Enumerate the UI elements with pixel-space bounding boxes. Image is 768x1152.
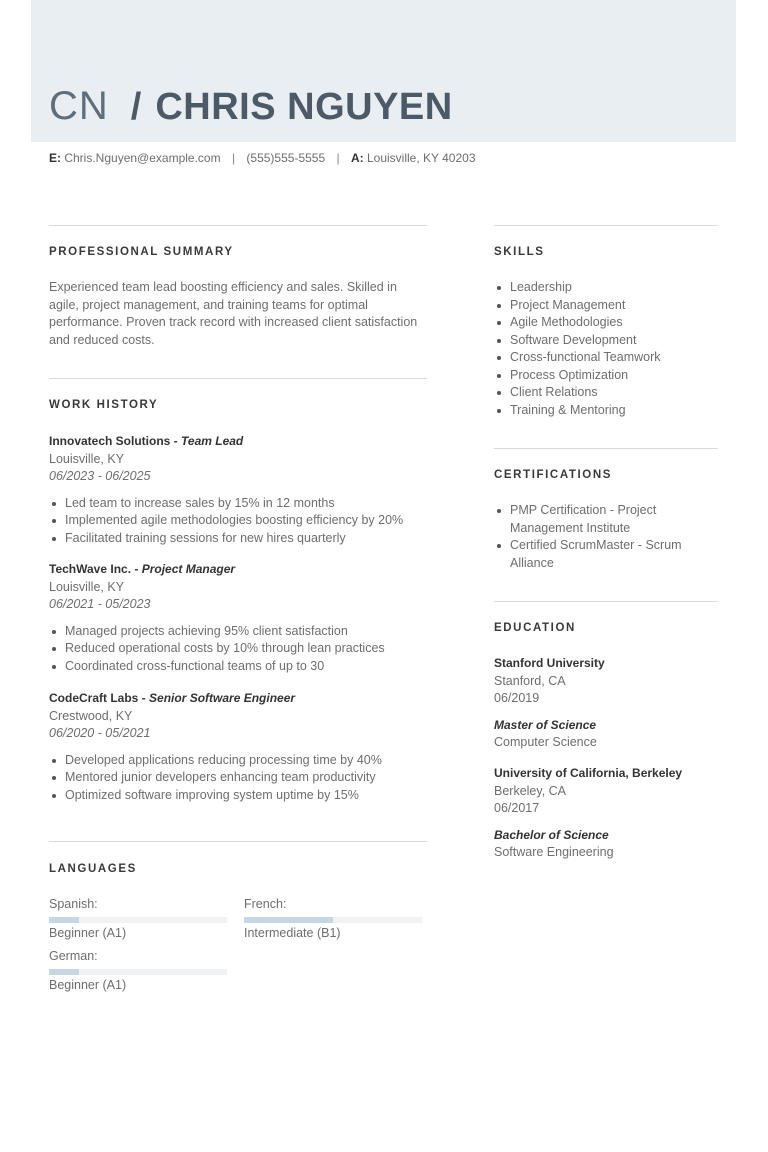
language-bar-fill: [244, 917, 333, 923]
job-location: Louisville, KY: [49, 579, 125, 594]
summary-text: Experienced team lead boosting efficiency and sales. Skilled in agile, project management, and training teams for optimal performance. Proven track record with increased client satisfaction and reduced costs.: [49, 280, 418, 347]
job-heading: [49, 561, 429, 579]
skill-item: Leadership: [494, 279, 719, 297]
certification-item: PMP Certification - Project Management Institute: [494, 502, 684, 537]
certifications-list: [494, 502, 684, 572]
skill-item: Process Optimization: [494, 367, 719, 385]
address: Louisville, KY 40203: [366, 151, 476, 165]
skill-item: Training & Mentoring: [494, 402, 719, 420]
job-dates: 06/2023 - 06/2025: [49, 469, 151, 483]
graduation-date: 06/2017: [494, 801, 540, 815]
field-of-study: Computer Science: [494, 735, 597, 749]
email: Chris.Nguyen@example.com: [64, 151, 221, 165]
job-bullet: Facilitated training sessions for new hires quarterly: [49, 530, 429, 548]
language-level: Intermediate (B1): [244, 925, 341, 940]
job-dash: -: [138, 691, 150, 705]
school-name: University of California, Berkeley: [494, 766, 683, 780]
job-bullets: [49, 752, 429, 805]
skills-title: SKILLS: [494, 246, 545, 258]
language-bar-fill: [49, 917, 79, 923]
job-dash: -: [170, 434, 182, 448]
certifications-title: CERTIFICATIONS: [494, 469, 613, 481]
language-item: [244, 896, 422, 942]
phone: (555)555-5555: [246, 151, 326, 165]
job-location: Louisville, KY: [49, 451, 125, 466]
job-entry: [49, 690, 429, 804]
language-bar-track: [49, 969, 227, 975]
section-divider: [494, 225, 718, 226]
job-bullet: Led team to increase sales by 15% in 12 months: [49, 495, 429, 513]
job-company: TechWave Inc.: [49, 562, 132, 576]
contact-separator: |: [231, 151, 236, 165]
language-level: Beginner (A1): [49, 925, 127, 940]
work-history-title: WORK HISTORY: [49, 399, 159, 411]
job-role: Project Manager: [141, 562, 236, 576]
full-name: CHRIS NGUYEN: [155, 86, 453, 128]
language-bar-track: [49, 917, 227, 923]
language-item: [49, 896, 227, 942]
education-entry: [494, 765, 719, 862]
language-name: German:: [49, 949, 98, 963]
degree: Bachelor of Science: [494, 827, 609, 842]
job-entry: [49, 561, 429, 675]
school-location: Berkeley, CA: [494, 783, 567, 798]
skill-item: Project Management: [494, 297, 719, 315]
job-heading: [49, 690, 429, 708]
job-bullet: Managed projects achieving 95% client satisfaction: [49, 623, 429, 641]
skill-item: Agile Methodologies: [494, 314, 719, 332]
job-dates: 06/2020 - 05/2021: [49, 726, 151, 740]
degree: Master of Science: [494, 717, 597, 732]
section-divider: [49, 841, 427, 842]
section-divider: [49, 225, 427, 226]
languages-title: LANGUAGES: [49, 863, 137, 875]
job-bullet: Reduced operational costs by 10% through lean practices: [49, 640, 429, 658]
job-bullets: [49, 623, 429, 676]
skill-item: Cross-functional Teamwork: [494, 349, 719, 367]
school-location: Stanford, CA: [494, 673, 566, 688]
address-label: A:: [350, 151, 364, 165]
language-item: [49, 948, 227, 994]
contact-line: [49, 151, 476, 165]
job-company: CodeCraft Labs: [49, 691, 139, 705]
job-bullet: Coordinated cross-functional teams of up to 30: [49, 658, 429, 676]
skill-item: Client Relations: [494, 384, 719, 402]
job-heading: [49, 433, 429, 451]
job-bullet: Mentored junior developers enhancing team productivity: [49, 769, 429, 787]
language-name: Spanish:: [49, 897, 98, 911]
section-divider: [494, 448, 718, 449]
skill-item: Software Development: [494, 332, 719, 350]
education-entry: [494, 655, 719, 752]
language-bar-fill: [49, 969, 79, 975]
language-bar-track: [244, 917, 422, 923]
school-name: Stanford University: [494, 656, 605, 670]
job-bullets: [49, 495, 429, 548]
job-role: Senior Software Engineer: [149, 691, 296, 705]
language-name: French:: [244, 897, 287, 911]
field-of-study: Software Engineering: [494, 845, 614, 859]
name-slash: /: [130, 86, 142, 128]
job-bullet: Developed applications reducing processing time by 40%: [49, 752, 429, 770]
job-dates: 06/2021 - 05/2023: [49, 597, 151, 611]
job-dash: -: [131, 562, 142, 576]
name-heading: [49, 84, 453, 128]
job-company: Innovatech Solutions: [49, 434, 171, 448]
initials: CN: [49, 84, 109, 128]
language-level: Beginner (A1): [49, 977, 127, 992]
email-label: E:: [49, 151, 61, 165]
job-bullet: Optimized software improving system uptime by 15%: [49, 787, 429, 805]
section-divider: [494, 601, 718, 602]
contact-separator: |: [336, 151, 340, 165]
job-entry: [49, 433, 429, 547]
summary-title: PROFESSIONAL SUMMARY: [49, 246, 234, 258]
certification-item: Certified ScrumMaster - Scrum Alliance: [494, 537, 684, 572]
job-location: Crestwood, KY: [49, 708, 133, 723]
graduation-date: 06/2019: [494, 691, 540, 705]
section-divider: [49, 378, 427, 379]
education-title: EDUCATION: [494, 622, 576, 634]
job-bullet: Implemented agile methodologies boosting efficiency by 20%: [49, 512, 429, 530]
job-role: Team Lead: [181, 434, 244, 448]
skills-list: [494, 279, 719, 419]
